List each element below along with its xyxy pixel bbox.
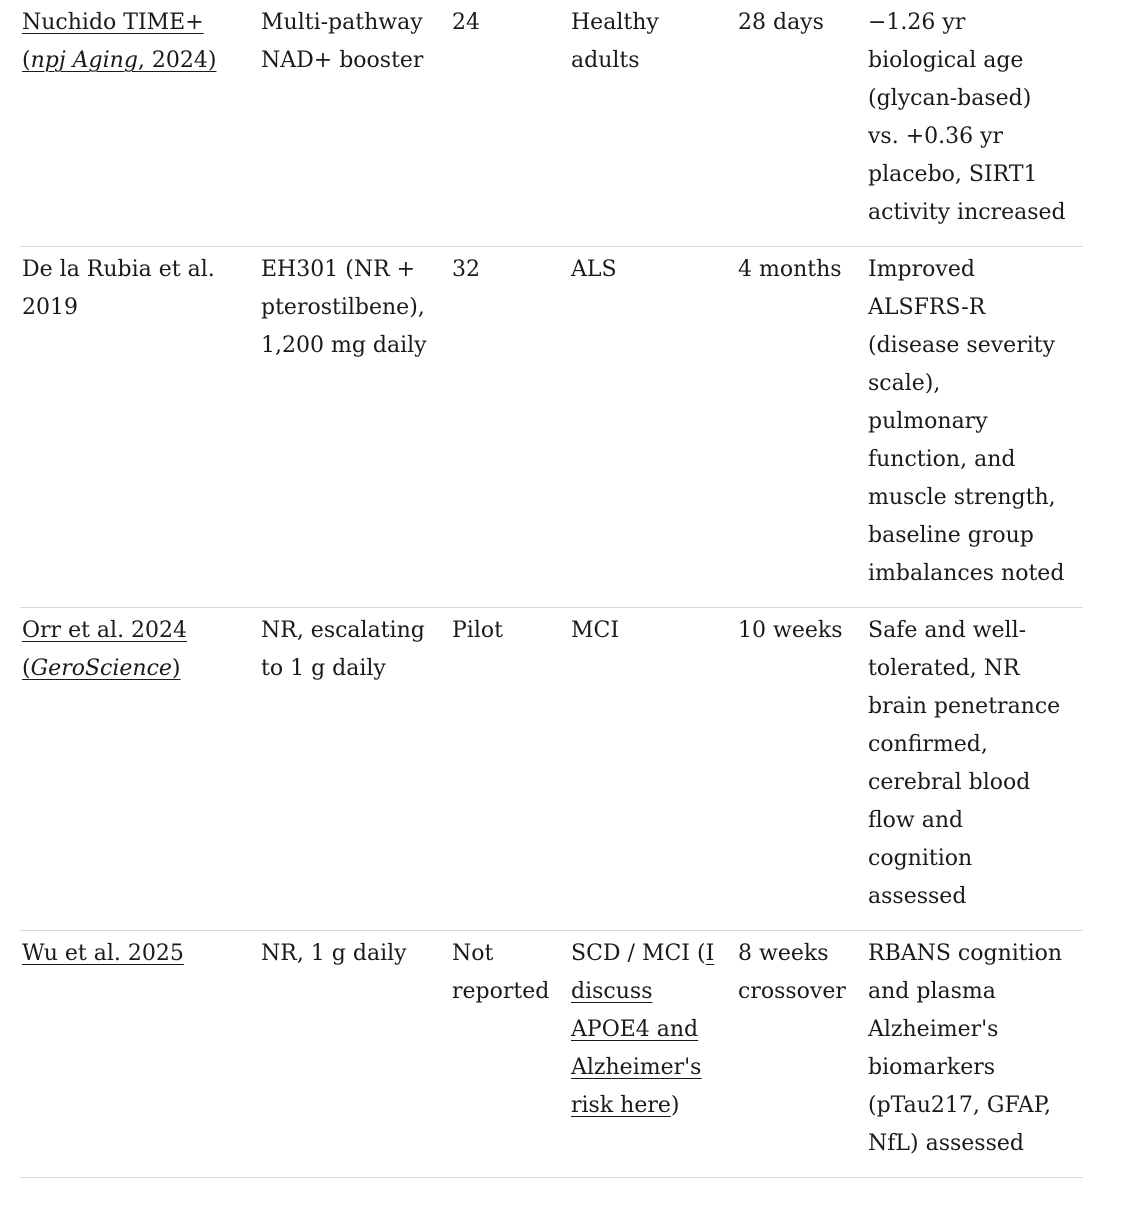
population-cell: SCD / MCI (I discuss APOE4 and Alzheimer's risk here) bbox=[569, 931, 736, 1178]
outcome-cell: RBANS cognition and plasma Alzheimer's biomarkers (pTau217, GFAP, NfL) assessed bbox=[866, 931, 1083, 1178]
studies-table bbox=[20, 0, 1083, 1178]
intervention-cell: Multi-pathway NAD+ booster bbox=[259, 0, 450, 247]
outcome-cell: Improved ALSFRS-R (disease severity scale), pulmonary function, and muscle strength, baseline group imbalances noted bbox=[866, 247, 1083, 608]
study-cell bbox=[20, 0, 259, 247]
outcome-cell: Safe and well- tolerated, NR brain penetrance confirmed, cerebral blood flow and cognition assessed bbox=[866, 608, 1083, 931]
study-cell: De la Rubia et al. 2019 bbox=[20, 247, 259, 608]
study-link-orr[interactable]: Orr et al. 2024 (GeroScience) bbox=[22, 618, 188, 681]
table-row bbox=[20, 931, 1083, 1178]
apoe4-article-link[interactable]: I discuss APOE4 and Alzheimer's risk here bbox=[571, 941, 715, 1118]
intervention-cell: EH301 (NR + pterostilbene), 1,200 mg daily bbox=[259, 247, 450, 608]
table-row bbox=[20, 0, 1083, 247]
n-cell: 32 bbox=[450, 247, 569, 608]
population-cell: Healthy adults bbox=[569, 0, 736, 247]
n-cell: Not reported bbox=[450, 931, 569, 1178]
duration-cell: 8 weeks crossover bbox=[736, 931, 866, 1178]
study-cell bbox=[20, 931, 259, 1178]
study-link-nuchido[interactable]: Nuchido TIME+ (npj Aging, 2024) bbox=[22, 10, 217, 73]
duration-cell: 4 months bbox=[736, 247, 866, 608]
table-row bbox=[20, 608, 1083, 931]
population-cell: ALS bbox=[569, 247, 736, 608]
n-cell: Pilot bbox=[450, 608, 569, 931]
n-cell: 24 bbox=[450, 0, 569, 247]
table-row bbox=[20, 247, 1083, 608]
intervention-cell: NR, 1 g daily bbox=[259, 931, 450, 1178]
duration-cell: 28 days bbox=[736, 0, 866, 247]
outcome-cell: −1.26 yr biological age (glycan-based) vs. +0.36 yr placebo, SIRT1 activity increased bbox=[866, 0, 1083, 247]
intervention-cell: NR, escalating to 1 g daily bbox=[259, 608, 450, 931]
study-cell bbox=[20, 608, 259, 931]
duration-cell: 10 weeks bbox=[736, 608, 866, 931]
study-link-wu[interactable]: Wu et al. 2025 bbox=[22, 941, 184, 966]
population-cell: MCI bbox=[569, 608, 736, 931]
